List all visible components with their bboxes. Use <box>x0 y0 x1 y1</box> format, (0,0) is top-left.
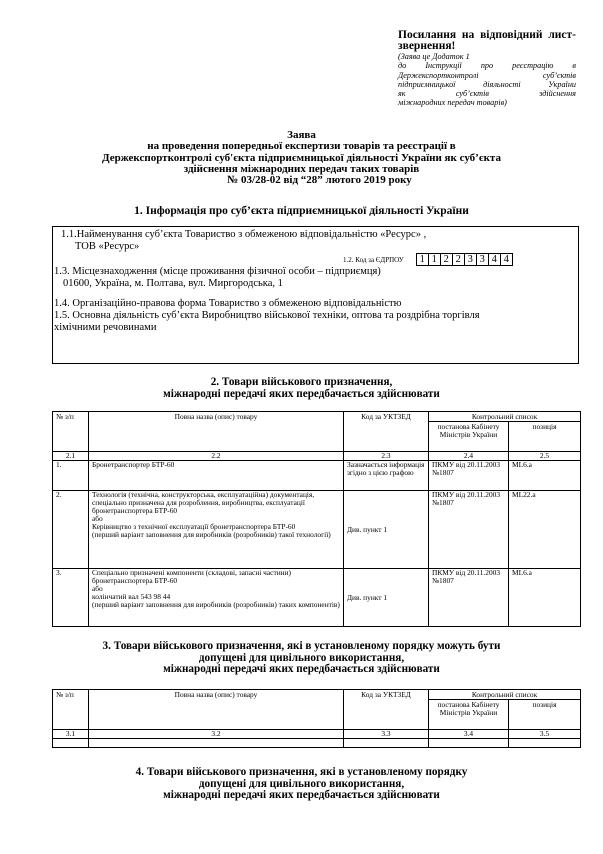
index-cell: 2.5 <box>509 452 581 461</box>
edrpou-digit: 1 <box>429 254 441 265</box>
section2-title-line: міжнародні передачі яких передбачається здійснювати <box>163 387 440 400</box>
section4-title-line: 4. Товари військового призначення, які в установленому порядку <box>135 766 468 778</box>
title-line: Держекспортконтролі суб'єкта підприємницької діяльності України як суб’єкта <box>102 151 501 164</box>
entity-name: 1.1.Найменування суб’єкта Товариство з обмеженою відповідальністю «Ресурс» , <box>61 229 427 240</box>
row-name-line: або <box>92 584 103 593</box>
note-line: Держекспортконтролі суб’єктів <box>398 70 576 80</box>
row-name <box>89 491 344 569</box>
section4-title-line: міжнародні передачі яких передбачається здійснювати <box>163 789 440 801</box>
index-cell: 3.1 <box>53 730 89 739</box>
empty-row <box>53 739 581 748</box>
edrpou-field <box>343 253 513 266</box>
title-line: здійснення міжнародних передач таких товарів <box>183 162 420 175</box>
index-cell: 3.3 <box>344 730 429 739</box>
edrpou-digit: 4 <box>489 254 501 265</box>
index-cell: 2.1 <box>53 452 89 461</box>
application-title <box>0 130 603 186</box>
table-row <box>53 569 581 627</box>
index-row <box>53 730 581 739</box>
table-row <box>53 491 581 569</box>
index-cell: 2.4 <box>429 452 509 461</box>
section3-table <box>52 689 581 748</box>
main-activity-cont: хімічними речовинами <box>54 322 157 333</box>
row-position: ML22.a <box>509 491 581 569</box>
section3-title-line: 3. Товари військового призначення, які в установленому порядку можуть бути <box>102 640 501 652</box>
entity-short-name: ТОВ «Ресурс» <box>75 241 140 252</box>
legal-form: 1.4. Організаційно-правова форма Товариство з обмеженою відповідальністю <box>54 298 402 309</box>
empty-cell <box>89 739 344 748</box>
section4-title-line: допущені для цивільного використання, <box>198 777 405 790</box>
edrpou-digit: 1 <box>417 254 429 265</box>
location-label: 1.3. Місцезнаходження (місце проживання фізичної особи – підприємця) <box>54 266 381 277</box>
row-code: Зазначається інформація згідно з цією графою <box>344 461 429 491</box>
row-name <box>89 569 344 627</box>
index-cell: 2.2 <box>89 452 344 461</box>
edrpou-code <box>416 253 513 266</box>
row-num: 2. <box>53 491 89 569</box>
row-name-line: або <box>92 514 103 523</box>
row-resolution: ПКМУ від 20.11.2003 №1807 <box>429 491 509 569</box>
note-line: міжнародних передач товарів) <box>398 98 507 108</box>
empty-cell <box>429 739 509 748</box>
row-num: 3. <box>53 569 89 627</box>
header-resolution: постанова Кабінету Міністрів України <box>429 422 509 452</box>
note-line: (Заява це Додаток 1 <box>398 52 470 61</box>
section3-title-line: допущені для цивільного використання, <box>198 651 405 664</box>
section3-title <box>0 641 603 676</box>
header-name: Повна назва (опис) товару <box>89 690 344 730</box>
table-row <box>53 461 581 491</box>
header-position: позиція <box>509 700 581 730</box>
row-code: Див. пункт 1 <box>344 569 429 627</box>
section3-title-line: міжнародні передачі яких передбачається здійснювати <box>163 663 440 675</box>
title-line: на проведення попередньої експертизи товарів та реєстрації в <box>147 140 456 153</box>
main-activity: 1.5. Основна діяльність суб’єкта Виробництво військової техніки, оптова та роздрібна торгівля <box>54 310 480 321</box>
header-position: позиція <box>509 422 581 452</box>
empty-cell <box>344 739 429 748</box>
row-code: Див. пункт 1 <box>344 491 429 569</box>
entity-info-box <box>52 226 579 364</box>
note-line: як суб’єктів здійснення <box>398 89 576 99</box>
row-name: Бронетранспортер БТР-60 <box>89 461 344 491</box>
index-cell: 3.4 <box>429 730 509 739</box>
header-num: № з/п <box>53 690 89 730</box>
row-resolution: ПКМУ від 20.11.2003 №1807 <box>429 461 509 491</box>
document-title: Заява <box>287 129 316 141</box>
edrpou-digit: 2 <box>441 254 453 265</box>
header-code: Код за УКТЗЕД <box>344 412 429 452</box>
row-name-line: Технологія (технічна, конструкторська, експлуатаційна) документація, спеціально призначена для розроблення, виробництва, експлуатації бронетранспортера БТР-60 <box>92 490 315 515</box>
empty-cell <box>53 739 89 748</box>
section4-title <box>0 767 603 802</box>
index-cell: 3.5 <box>509 730 581 739</box>
edrpou-label: 1.2. Код за ЄДРПОУ <box>343 255 404 264</box>
note-line: до Інструкції про реєстрацію в <box>398 61 576 71</box>
header-name: Повна назва (опис) товару <box>89 412 344 452</box>
edrpou-digit: 4 <box>503 254 509 265</box>
section1-title: 1. Інформація про суб’єкта підприємницької діяльності України <box>134 205 469 217</box>
section2-table <box>52 411 581 627</box>
section2-title-line: 2. Товари військового призначення, <box>210 376 393 388</box>
header-resolution: постанова Кабінету Міністрів України <box>429 700 509 730</box>
row-name-line: (перший варіант заповнення для виробників (розробників) таких компонентів) <box>92 600 340 609</box>
reference-note <box>398 30 576 108</box>
row-position: ML6.a <box>509 461 581 491</box>
edrpou-digit: 3 <box>477 254 489 265</box>
header-num: № з/п <box>53 412 89 452</box>
index-cell: 2.3 <box>344 452 429 461</box>
row-name-line: (перший варіант заповнення для виробників (розробників) такої технології) <box>92 530 331 539</box>
header-code: Код за УКТЗЕД <box>344 690 429 730</box>
header-control-list: Контрольний список <box>429 412 581 422</box>
section2-title <box>0 377 603 400</box>
reference-title: Посилання на відповідний лист-звернення! <box>398 29 576 52</box>
row-position: ML6.a <box>509 569 581 627</box>
row-name-line: Керівництво з технічної експлуатації бронетранспортера БТР-60 <box>92 522 296 531</box>
location-value: 01600, Україна, м. Полтава, вул. Миргородська, 1 <box>63 278 283 289</box>
row-num: 1. <box>53 461 89 491</box>
edrpou-digit: 2 <box>453 254 465 265</box>
reference-annotation <box>398 52 576 108</box>
empty-cell <box>509 739 581 748</box>
index-cell: 3.2 <box>89 730 344 739</box>
application-number: № 03/28-02 від “28” лютого 2019 року <box>227 174 412 187</box>
edrpou-digit: 3 <box>465 254 477 265</box>
row-resolution: ПКМУ від 20.11.2003 №1807 <box>429 569 509 627</box>
row-name-line: Спеціально призначені компоненти (складові, запасні частини) бронетранспортера БТР-60 <box>92 568 292 585</box>
note-line: підприємницької діяльності України <box>398 79 576 89</box>
row-name-line: колінчатий вал 543 98 44 <box>92 592 171 601</box>
header-control-list: Контрольний список <box>429 690 581 700</box>
